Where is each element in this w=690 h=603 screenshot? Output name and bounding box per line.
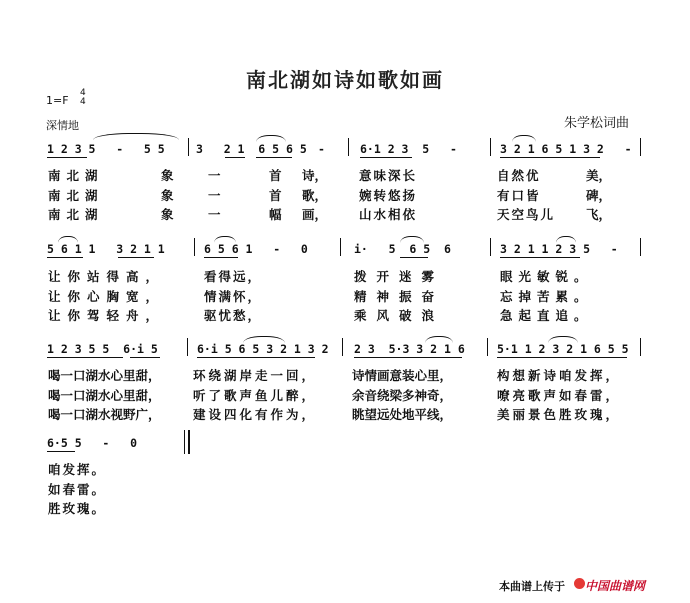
slur: [425, 336, 453, 343]
lyric: 碑，: [586, 188, 612, 203]
beam: [47, 451, 75, 452]
lyric: 幅: [269, 207, 282, 222]
barline: [342, 338, 343, 356]
row3-measure4-notes: 5·1 1 2 3 2 1 6 5 5: [497, 342, 629, 356]
beam: [118, 257, 154, 258]
lyric: 看得远，: [204, 269, 263, 284]
beam: [500, 257, 580, 258]
beam: [360, 157, 412, 158]
time-signature: [80, 89, 86, 107]
lyric: 驱忧愁，: [204, 308, 263, 323]
lyric: 让你驾轻舟，: [48, 308, 166, 323]
slur: [214, 236, 236, 243]
lyric: 眺望远处地平线，: [352, 407, 453, 422]
lyric: 嘹亮歌声如春雷，: [497, 388, 622, 403]
lyric: 诗情画意装心里，: [352, 368, 453, 383]
beam: [354, 357, 462, 358]
lyric: 一: [208, 168, 221, 183]
lyric: 象: [161, 207, 174, 222]
row1-measure3-notes: 6·1 2 3 5 -: [360, 142, 457, 156]
row2-measure2-notes: 6 5 6 1 - 0: [204, 242, 308, 256]
lyric: 天空鸟儿: [497, 207, 556, 222]
row4-measure1-notes: 6·5 5 - 0: [47, 436, 138, 450]
page-title: 南北湖如诗如歌如画: [246, 68, 444, 92]
lyric: 精神振奋: [354, 289, 445, 304]
lyric: 情满怀，: [204, 289, 263, 304]
barline: [187, 338, 188, 356]
lyric: 让你站得高，: [48, 269, 166, 284]
lyric: 飞，: [586, 207, 612, 222]
lyric: 环绕湖岸走一回，: [193, 368, 318, 383]
credit-line: 朱学松词曲: [564, 116, 630, 131]
lyric: 诗，: [302, 168, 328, 183]
row3-measure1-notes: 1 2 3 5 5 6·i 5: [47, 342, 158, 356]
beam: [130, 357, 160, 358]
time-sig-top: 4: [80, 88, 86, 98]
slur: [256, 135, 286, 142]
lyric: 意味深长: [359, 168, 418, 183]
beam: [400, 257, 428, 258]
barline: [188, 138, 189, 156]
beam: [197, 357, 315, 358]
site-logo[interactable]: 中国曲谱网: [585, 579, 646, 593]
lyric: 南北湖: [48, 207, 104, 222]
beam: [47, 257, 83, 258]
row1-measure2-notes: 3 2 1 6 5 6 5: [196, 142, 307, 156]
lyric: 喝一口湖水心里甜，: [48, 388, 161, 403]
lyric: 胜玫瑰。: [48, 501, 107, 516]
lyric: 一: [208, 188, 221, 203]
site-logo-icon: [574, 578, 585, 589]
lyric: 山水相依: [359, 207, 418, 222]
lyric: 南北湖: [48, 188, 104, 203]
lyric: 南北湖: [48, 168, 104, 183]
row1-measure1-notes: 1 2 3 5 - 5 5: [47, 142, 165, 156]
lyric: 美丽景色胜玫瑰，: [497, 407, 622, 422]
row2-measure3-notes: i· 5 6 5 6: [354, 242, 451, 256]
barline: [490, 138, 491, 156]
final-barline-thick: [188, 430, 190, 454]
row1-measure4-notes: 3 2 1 6 5 1 3 2 -: [500, 142, 632, 156]
barline: [348, 138, 349, 156]
lyric: 有口皆: [497, 188, 541, 203]
lyric: 婉转悠扬: [359, 188, 418, 203]
lyric: 余音绕梁多神奇，: [352, 388, 453, 403]
slur: [556, 236, 576, 243]
beam: [204, 257, 238, 258]
lyric: 听了歌声鱼儿醉，: [193, 388, 318, 403]
lyric: 如春雷。: [48, 482, 107, 497]
lyric: 拨开迷雾: [354, 269, 445, 284]
lyric: 咱发挥。: [48, 462, 107, 477]
slur: [548, 336, 578, 343]
slur: [58, 236, 78, 243]
slur: [93, 133, 179, 140]
beam: [47, 157, 87, 158]
lyric: 象: [161, 188, 174, 203]
lyric: 忘掉苦累。: [500, 289, 593, 304]
lyric: 歌，: [302, 188, 328, 203]
key-signature: 1=F: [46, 94, 69, 107]
slur: [243, 336, 285, 343]
beam: [256, 157, 292, 158]
row1-measure2b-notes: -: [318, 142, 325, 156]
lyric: 构想新诗咱发挥，: [497, 368, 622, 383]
barline: [640, 338, 641, 356]
slur: [512, 135, 536, 142]
lyric: 急起直追。: [500, 308, 593, 323]
row2-measure4-notes: 3 2 1 1 2 3 5 -: [500, 242, 618, 256]
mood-marking: 深情地: [46, 119, 79, 132]
barline: [640, 138, 641, 156]
lyric: 画，: [302, 207, 328, 222]
beam: [497, 357, 627, 358]
beam: [47, 357, 123, 358]
lyric: 让你心胸宽，: [48, 289, 166, 304]
barline: [194, 238, 195, 256]
lyric: 乘风破浪: [354, 308, 445, 323]
final-barline: [184, 430, 185, 454]
time-sig-bottom: 4: [80, 97, 86, 107]
lyric: 自然优: [497, 168, 541, 183]
beam: [500, 157, 600, 158]
footer-text: 本曲谱上传于: [499, 580, 565, 593]
lyric: 象: [161, 168, 174, 183]
row3-measure3-notes: 2 3 5·3 3 2 1 6: [354, 342, 465, 356]
slur: [400, 236, 424, 243]
lyric: 建设四化有作为，: [193, 407, 318, 422]
lyric: 首: [269, 188, 282, 203]
lyric: 首: [269, 168, 282, 183]
lyric: 美，: [586, 168, 612, 183]
beam: [225, 157, 245, 158]
lyric: 眼光敏锐。: [500, 269, 593, 284]
barline: [487, 338, 488, 356]
barline: [640, 238, 641, 256]
lyric: 一: [208, 207, 221, 222]
row2-measure1-notes: 5 6 1 1 3 2 1 1: [47, 242, 165, 256]
barline: [340, 238, 341, 256]
row3-measure2-notes: 6·i 5 6 5 3 2 1 3 2: [197, 342, 329, 356]
barline: [490, 238, 491, 256]
lyric: 喝一口湖水视野广，: [48, 407, 161, 422]
lyric: 喝一口湖水心里甜，: [48, 368, 161, 383]
